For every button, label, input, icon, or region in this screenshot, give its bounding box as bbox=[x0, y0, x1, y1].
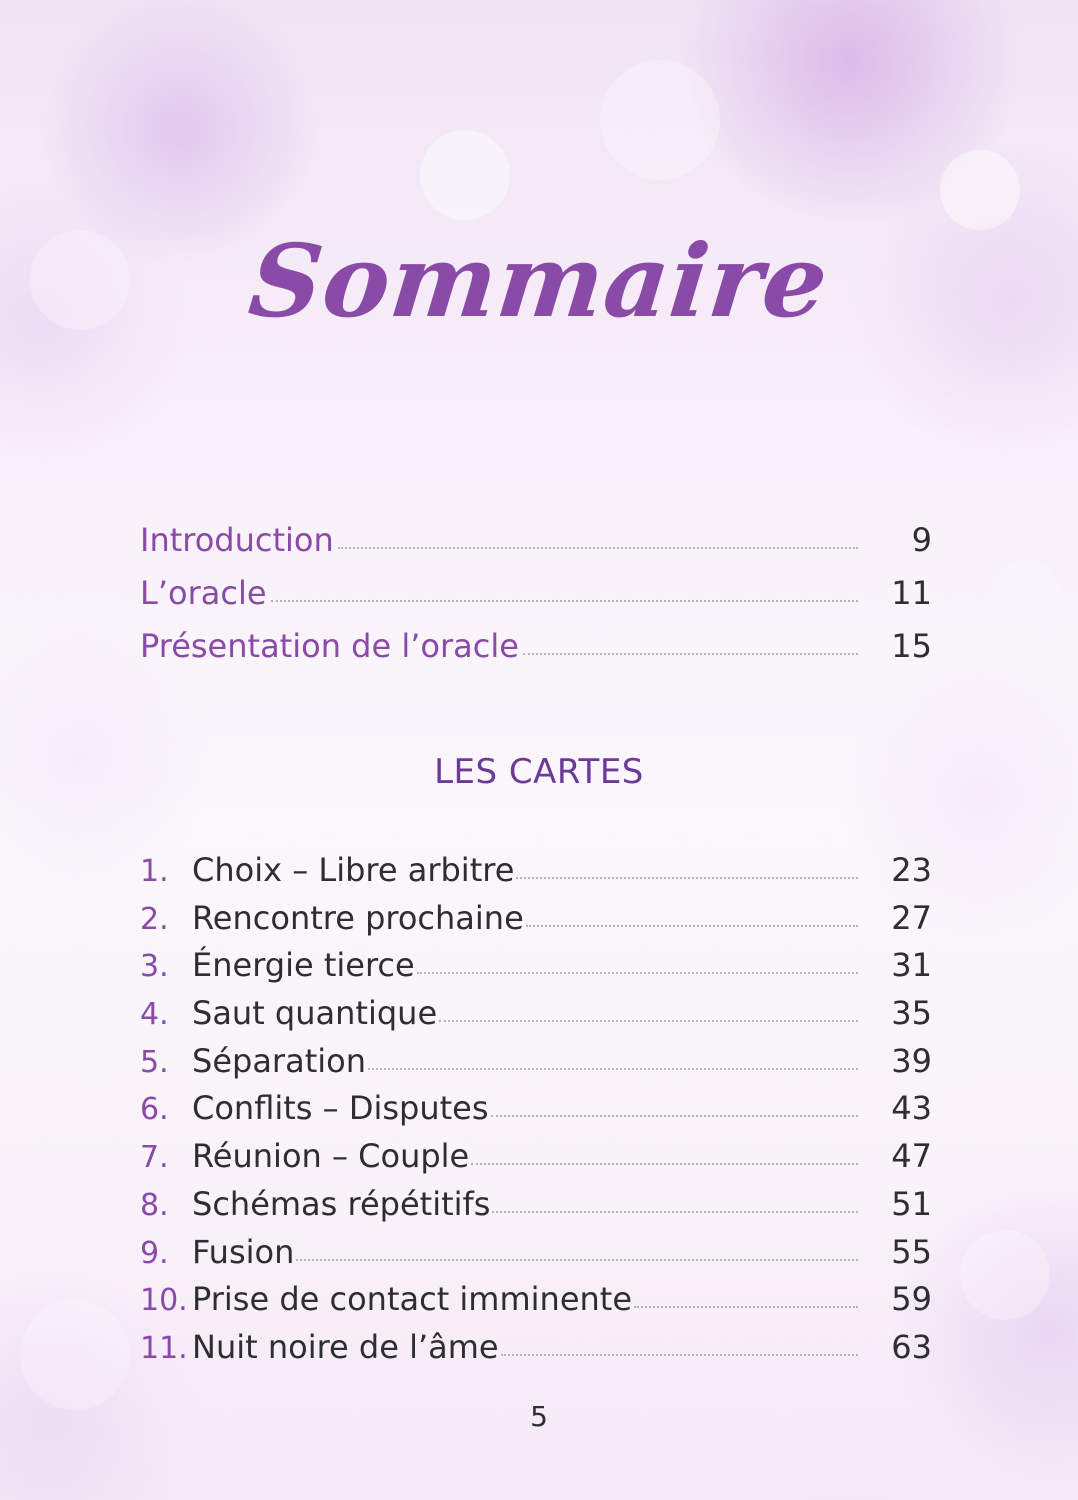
page-title: Sommaire bbox=[243, 222, 835, 340]
dot-leader bbox=[523, 652, 858, 655]
toc-entry-number: 9. bbox=[140, 1235, 169, 1271]
toc-entry-label: Introduction bbox=[140, 521, 334, 559]
background-bokeh bbox=[990, 560, 1060, 630]
toc-entry-label: Fusion bbox=[192, 1232, 295, 1271]
toc-entry[interactable] bbox=[140, 1133, 932, 1181]
dot-leader bbox=[491, 1114, 858, 1117]
toc-entry-page: 15 bbox=[891, 627, 932, 665]
toc-entry-label: Rencontre prochaine bbox=[192, 898, 524, 937]
toc-entry[interactable] bbox=[140, 620, 932, 673]
toc-entry-number: 2. bbox=[140, 901, 169, 937]
background-bokeh bbox=[960, 1230, 1050, 1320]
toc-entry-number: 1. bbox=[140, 854, 169, 889]
toc-entry-label: Choix – Libre arbitre bbox=[192, 851, 515, 889]
toc-entry-number: 3. bbox=[140, 949, 169, 985]
toc-entry[interactable] bbox=[140, 847, 932, 895]
toc-entry-label: Réunion – Couple bbox=[192, 1137, 470, 1176]
toc-entry-label: Séparation bbox=[192, 1041, 366, 1080]
toc-entry[interactable] bbox=[140, 1229, 932, 1277]
toc-entry-page: 47 bbox=[891, 1137, 932, 1176]
toc-entry-page: 9 bbox=[911, 521, 932, 559]
toc-entry-label: Présentation de l’oracle bbox=[140, 627, 519, 665]
toc-entry[interactable] bbox=[140, 1276, 932, 1324]
toc-entry-page: 51 bbox=[891, 1184, 932, 1223]
dot-leader bbox=[439, 1019, 858, 1022]
toc-entry[interactable] bbox=[140, 567, 932, 620]
dot-leader bbox=[368, 1067, 858, 1070]
toc-entry-number: 5. bbox=[140, 1044, 169, 1080]
toc-entry-number: 6. bbox=[140, 1092, 169, 1128]
dot-leader bbox=[634, 1305, 858, 1308]
toc-entry-label: Conflits – Disputes bbox=[192, 1089, 489, 1128]
toc-entry[interactable] bbox=[140, 1085, 932, 1133]
front-matter-list bbox=[140, 514, 932, 673]
toc-entry-label: L’oracle bbox=[140, 574, 267, 612]
dot-leader bbox=[271, 599, 858, 602]
toc-entry-number: 8. bbox=[140, 1187, 169, 1223]
section-heading: LES CARTES bbox=[434, 752, 644, 792]
dot-leader bbox=[417, 971, 858, 974]
dot-leader bbox=[501, 1353, 858, 1356]
toc-entry[interactable] bbox=[140, 1181, 932, 1229]
dot-leader bbox=[296, 1258, 858, 1261]
toc-entry-page: 23 bbox=[891, 851, 932, 889]
toc-entry[interactable] bbox=[140, 990, 932, 1038]
background-bokeh bbox=[940, 150, 1020, 230]
dot-leader bbox=[516, 876, 858, 879]
toc-entry-label: Schémas répétitifs bbox=[192, 1184, 491, 1223]
toc-entry-page: 59 bbox=[891, 1280, 932, 1319]
toc-entry-label: Nuit noire de l’âme bbox=[192, 1327, 499, 1366]
toc-entry-page: 63 bbox=[891, 1327, 932, 1366]
toc-entry-number: 7. bbox=[140, 1140, 169, 1176]
toc-entry-label: Prise de contact imminente bbox=[192, 1280, 633, 1319]
toc-entry[interactable] bbox=[140, 1324, 932, 1372]
dot-leader bbox=[526, 924, 858, 927]
background-bokeh bbox=[600, 60, 720, 180]
dot-leader bbox=[471, 1162, 858, 1165]
dot-leader bbox=[492, 1210, 858, 1213]
toc-entry-page: 39 bbox=[891, 1041, 932, 1080]
toc-entry[interactable] bbox=[140, 942, 932, 990]
toc-entry-label: Énergie tierce bbox=[192, 946, 415, 985]
toc-entry[interactable] bbox=[140, 1038, 932, 1086]
toc-entry-label: Saut quantique bbox=[192, 994, 438, 1033]
toc-entry-number: 10. bbox=[140, 1283, 188, 1319]
toc-entry-number: 11. bbox=[140, 1330, 188, 1366]
toc-entry-page: 35 bbox=[891, 994, 932, 1033]
toc-entry[interactable] bbox=[140, 895, 932, 943]
dot-leader bbox=[338, 546, 858, 549]
toc-entry[interactable] bbox=[140, 514, 932, 567]
toc-entry-page: 11 bbox=[891, 574, 932, 612]
toc-entry-page: 43 bbox=[891, 1089, 932, 1128]
toc-entry-page: 55 bbox=[891, 1232, 932, 1271]
background-bokeh bbox=[420, 130, 510, 220]
page-number: 5 bbox=[530, 1400, 548, 1433]
cards-list bbox=[140, 847, 932, 1372]
background-bokeh bbox=[20, 1300, 130, 1410]
toc-entry-number: 4. bbox=[140, 997, 169, 1033]
toc-entry-page: 31 bbox=[891, 946, 932, 985]
toc-entry-page: 27 bbox=[891, 898, 932, 937]
